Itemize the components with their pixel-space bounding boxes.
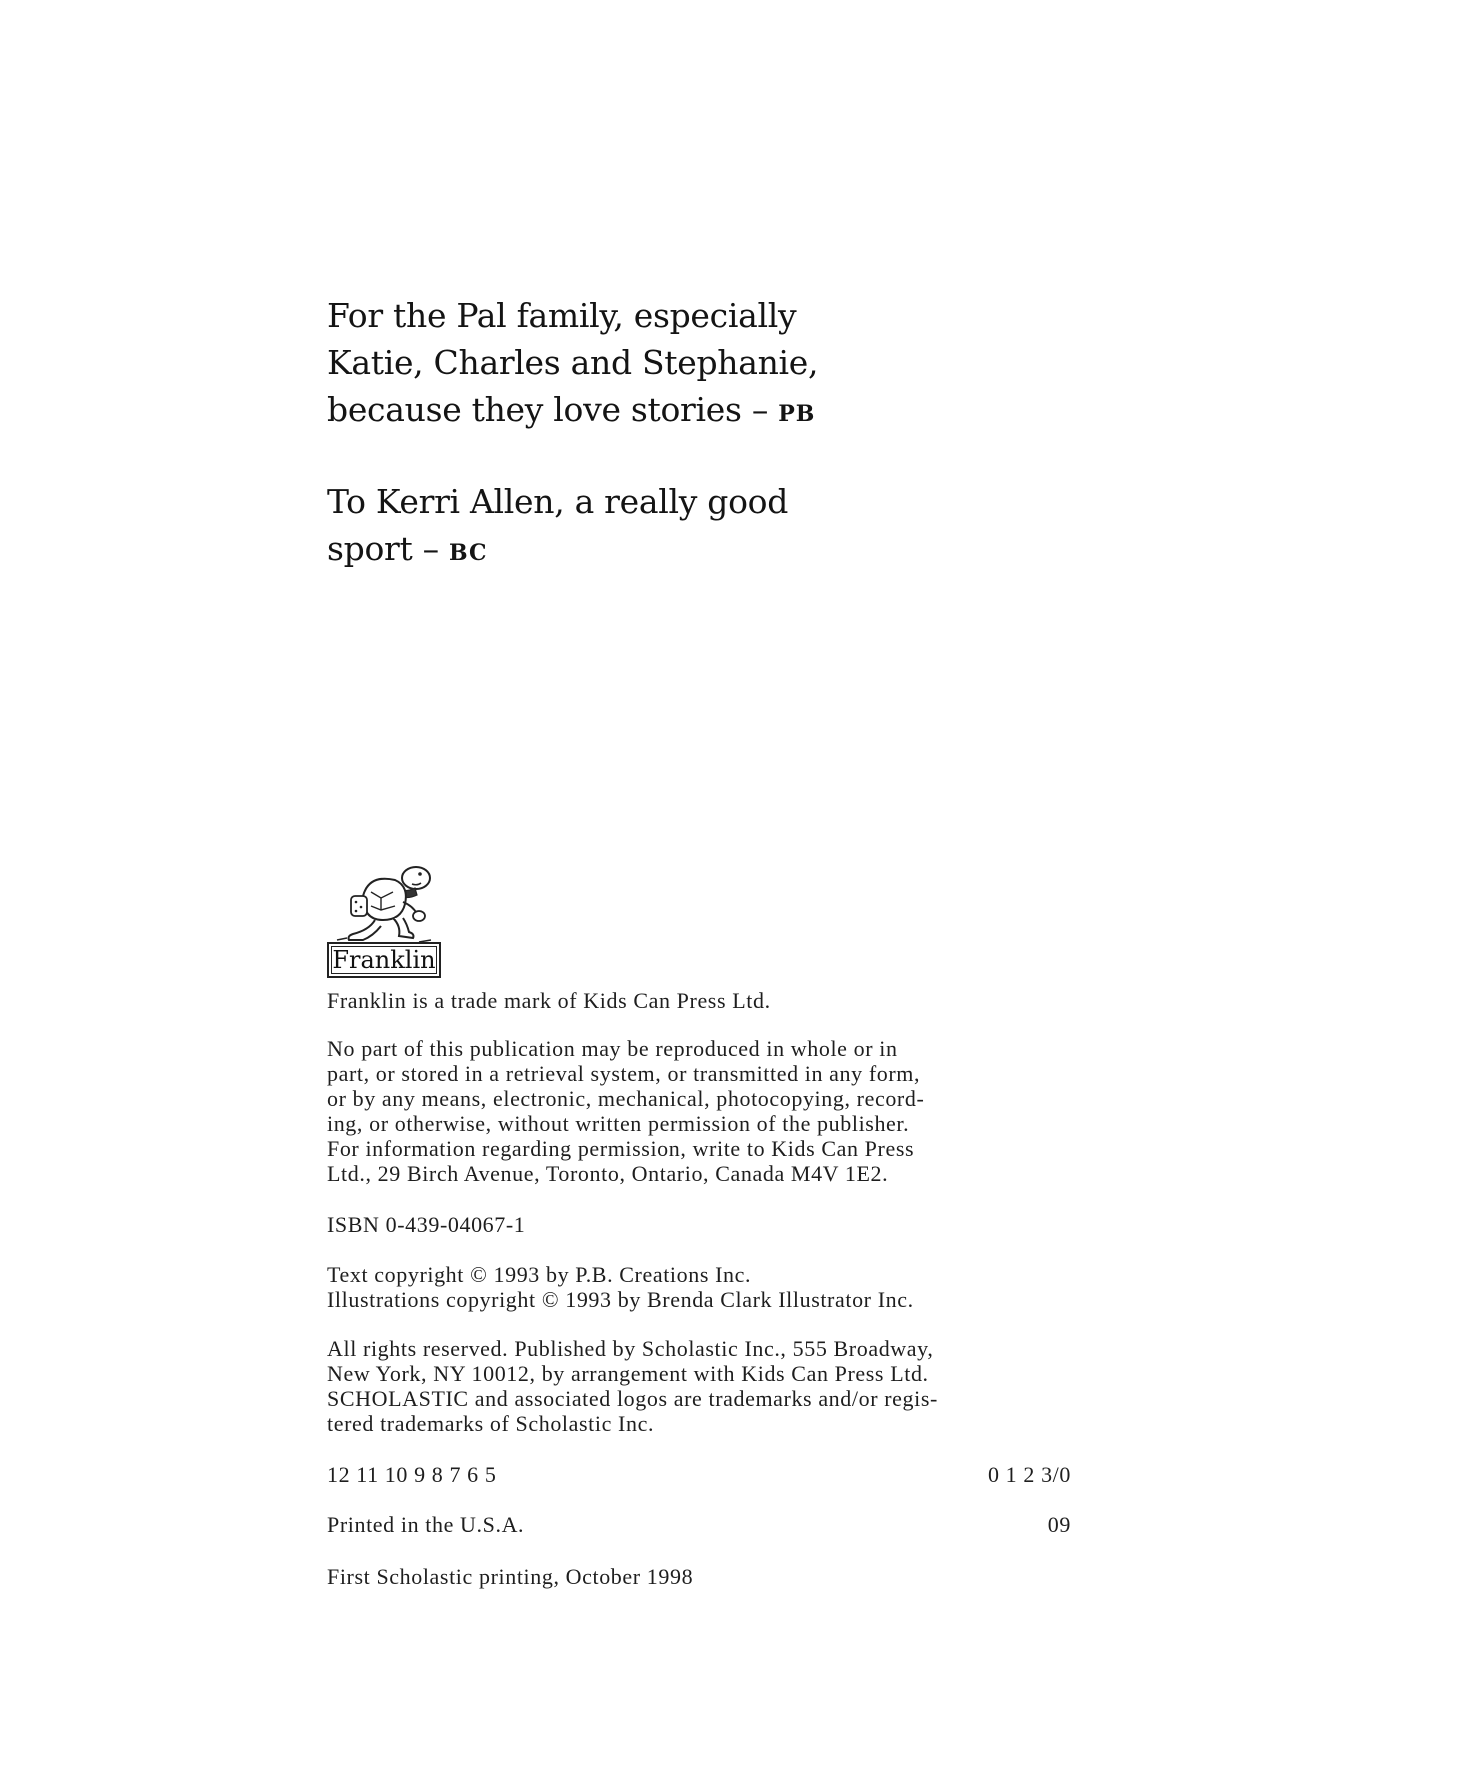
dedication-line: For the Pal family, especially [327, 296, 797, 335]
logo-label: Franklin [327, 942, 441, 978]
isbn [327, 1212, 1077, 1237]
dedication-bc [327, 478, 788, 577]
rights-line: or by any means, electronic, mechanical, photocopying, record- [327, 1086, 925, 1111]
dedication-line-text: sport – [327, 529, 450, 568]
rights-line: For information regarding permission, write to Kids Can Press [327, 1136, 915, 1161]
printing-line [327, 1462, 1071, 1487]
rights-line: ing, or otherwise, without written permission of the publisher. [327, 1111, 910, 1136]
dedication-line-text: because they love stories – [327, 390, 779, 429]
rights-line: No part of this publication may be reproduced in whole or in [327, 1036, 898, 1061]
dedication-initials: PB [778, 401, 816, 427]
rights-notice [327, 1036, 1077, 1186]
printed-in-code: 09 [1047, 1512, 1071, 1537]
rights-line: part, or stored in a retrieval system, or transmitted in any form, [327, 1061, 921, 1086]
dedication-line: To Kerri Allen, a really good [327, 482, 789, 521]
publisher-line: tered trademarks of Scholastic Inc. [327, 1411, 655, 1436]
first-printing [327, 1564, 1071, 1589]
rights-line: Ltd., 29 Birch Avenue, Toronto, Ontario, Canada M4V 1E2. [327, 1161, 889, 1186]
publisher-line: SCHOLASTIC and associated logos are trademarks and/or regis- [327, 1386, 938, 1411]
dedication-line [327, 386, 818, 438]
printing-code: 0 1 2 3/0 [987, 1462, 1071, 1487]
copyright-line: Illustrations copyright © 1993 by Brenda Clark Illustrator Inc. [327, 1287, 914, 1312]
first-printing-text: First Scholastic printing, October 1998 [327, 1564, 694, 1589]
printed-in-text: Printed in the U.S.A. [327, 1512, 525, 1537]
copyright-line: Text copyright © 1993 by P.B. Creations Inc. [327, 1262, 752, 1287]
dedication-pb [327, 292, 818, 438]
publisher-line: All rights reserved. Published by Scholastic Inc., 555 Broadway, [327, 1336, 934, 1361]
trademark-notice [327, 988, 1077, 1013]
trademark-text: Franklin is a trade mark of Kids Can Press Ltd. [327, 988, 771, 1013]
printed-in [327, 1512, 1071, 1537]
dedication-initials: BC [449, 540, 488, 566]
copyright-notice [327, 1262, 1077, 1312]
publisher-line: New York, NY 10012, by arrangement with Kids Can Press Ltd. [327, 1361, 929, 1386]
dedication-line: Katie, Charles and Stephanie, [327, 343, 819, 382]
dedication-line [327, 525, 788, 577]
publisher-notice [327, 1336, 1077, 1436]
franklin-logo [323, 862, 449, 982]
turtle-icon [323, 862, 449, 946]
isbn-text: ISBN 0-439-04067-1 [327, 1212, 526, 1237]
printing-numbers: 12 11 10 9 8 7 6 5 [327, 1462, 497, 1487]
